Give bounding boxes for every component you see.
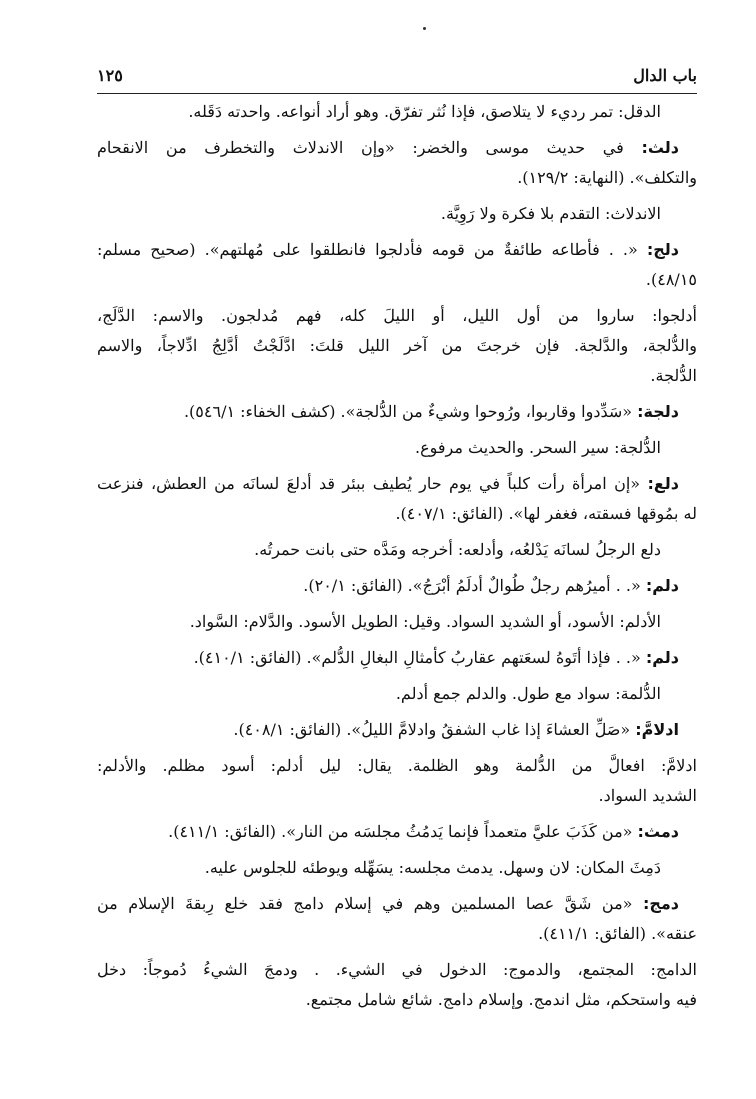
entry-line — [97, 853, 697, 883]
entry-line — [97, 163, 697, 193]
entry-line — [97, 535, 697, 565]
entry-line — [97, 235, 697, 265]
entry-text: عنقه». (الفائق: ٤١١/١). — [538, 924, 697, 943]
entry-definition — [97, 97, 697, 127]
entry-text: الأدلم: الأسود، أو الشديد السواد. وقيل: الطويل الأسود. والدَّلام: السَّواد. — [189, 612, 661, 631]
headword: دلم: — [645, 648, 679, 667]
entry-text: «من شَقَّ عصا المسلمين وهم في إسلام دامج فقد خلع رِبقةَ الإسلام من — [97, 894, 643, 913]
entry-definition — [97, 853, 697, 883]
entry-text: «صَلِّ العشاءَ إذا غاب الشفقُ وادلامَّ الليلُ». (الفائق: ٤٠٨/١). — [233, 720, 636, 739]
entry-line — [97, 607, 697, 637]
entry-text: الدُّلجة. — [650, 366, 697, 385]
entry-plain — [97, 955, 697, 1015]
entry-text: له بمُوقها فسقته، فغفر لها». (الفائق: ٤٠٧/١). — [395, 504, 697, 523]
entry-quote — [97, 133, 697, 193]
entry-line — [97, 889, 697, 919]
entry-line — [97, 199, 697, 229]
entry-line — [97, 781, 697, 811]
entry-quote — [97, 469, 697, 529]
entry-text: فيه واستحكم، مثل اندمج. وإسلام دامج. شائع شامل مجتمع. — [305, 990, 697, 1009]
entry-text: الاندلاث: التقدم بلا فكرة ولا رَوِيَّة. — [440, 204, 661, 223]
entry-line — [97, 265, 697, 295]
entry-text: الدقل: تمر رديء لا يتلاصق، فإذا نُثر تفرّق. وهو أراد أنواعه. واحدته دَقَله. — [188, 102, 661, 121]
headword: دمث: — [637, 822, 679, 841]
entry-text: دَمِثَ المكان: لان وسهل. يدمث مجلسه: يسَهِّله ويوطئه للجلوس عليه. — [204, 858, 661, 877]
print-speck — [423, 27, 426, 30]
headword: دلث: — [641, 138, 679, 157]
headword: دمج: — [642, 894, 679, 913]
entry-definition — [97, 607, 697, 637]
entry-definition — [97, 535, 697, 565]
entry-quote — [97, 889, 697, 949]
entry-line — [97, 433, 697, 463]
entry-line — [97, 817, 697, 847]
entry-line — [97, 919, 697, 949]
entry-line — [97, 715, 697, 745]
entry-plain — [97, 751, 697, 811]
entry-text: ٤٨/١٥). — [645, 270, 697, 289]
entry-line — [97, 679, 697, 709]
entry-quote — [97, 715, 697, 745]
entry-text: «إن امرأة رأت كلباً في يوم حار يُطيف ببئر قد أدلعَ لسانَه من العطش، فنزعت — [97, 474, 648, 493]
entry-line — [97, 571, 697, 601]
headword: دلع: — [647, 474, 679, 493]
entry-text: الدُّلمة: سواد مع طول. والدلم جمع أدلم. — [395, 684, 661, 703]
entry-line — [97, 751, 697, 781]
entry-line — [97, 397, 697, 427]
entry-line — [97, 469, 697, 499]
entry-text: الشديد السواد. — [598, 786, 697, 805]
entry-text: ادلامَّ: افعالَّ من الدُّلمة وهو الظلمة. يقال: ليل أدلم: أسود مظلم. والأدلم: — [97, 756, 697, 775]
entry-plain — [97, 301, 697, 391]
entry-text: في حديث موسى والخضر: «وإن الاندلاث والتخطرف من الانقحام — [97, 138, 642, 157]
entry-text: «. . فإذا أتَوهُ لسعَتهم عقاربُ كأمثالِ البغالِ الدُّلم». (الفائق: ٤١٠/١). — [193, 648, 646, 667]
header-rule — [97, 93, 697, 94]
headword: دلج: — [646, 240, 679, 259]
entry-quote — [97, 643, 697, 673]
entry-text: الدامج: المجتمع، والدموج: الدخول في الشيء. . ودمجَ الشيءُ دُموجاً: دخل — [97, 960, 697, 979]
entry-line — [97, 301, 697, 331]
entry-line — [97, 955, 697, 985]
chapter-title: باب الدال — [633, 65, 697, 85]
entry-quote — [97, 397, 697, 427]
entry-text: دلع الرجلُ لسانَه يَدْلعُه، وأدلعه: أخرجه ومَدَّه حتى بانت حمرتُه. — [254, 540, 661, 559]
entry-line — [97, 643, 697, 673]
entry-quote — [97, 817, 697, 847]
entry-definition — [97, 433, 697, 463]
entry-text: «. . فأطاعه طائفةٌ من قومه فأدلجوا فانطلقوا على مُهلتهم». (صحيح مسلم: — [97, 240, 647, 259]
entry-definition — [97, 199, 697, 229]
page-number: ١٢٥ — [97, 65, 123, 85]
entry-line — [97, 361, 697, 391]
entry-line — [97, 985, 697, 1015]
running-header — [97, 62, 697, 88]
entry-text: والتكلف». (النهاية: ١٢٩/٢). — [517, 168, 697, 187]
entry-text: «سَدِّدوا وقاربوا، ورُوحوا وشيءٌ من الدُّلجة». (كشف الخفاء: ٥٤٦/١). — [183, 402, 638, 421]
entry-text: الدُّلجة: سير السحر. والحديث مرفوع. — [414, 438, 661, 457]
entry-quote — [97, 235, 697, 295]
entry-line — [97, 133, 697, 163]
entry-text: «. . أميرُهم رجلٌ طُوالٌ أدلَمُ أبْرَجُ». (الفائق: ٢٠/١). — [303, 576, 646, 595]
headword: دلجة: — [637, 402, 679, 421]
book-page — [97, 0, 697, 1099]
entry-quote — [97, 571, 697, 601]
headword: ادلامَّ: — [635, 720, 679, 739]
entry-line — [97, 499, 697, 529]
entry-text: أدلجوا: ساروا من أول الليل، أو الليلَ كله، فهم مُدلجون. والاسم: الدَّلَج، — [97, 306, 697, 325]
entry-definition — [97, 679, 697, 709]
entry-line — [97, 331, 697, 361]
entry-text: والدُّلجة، والدَّلجة. فإن خرجتَ من آخر الليل قلتَ: ادَّلَجْتُ أدَّلِجُ ادِّلاجاً، والاسم — [97, 336, 697, 355]
entry-line — [97, 97, 697, 127]
entry-text: «من كَذَبَ عليَّ متعمداً فإنما يَدمُثُ مجلسَه من النار». (الفائق: ٤١١/١). — [168, 822, 638, 841]
dictionary-entries — [97, 97, 697, 1015]
headword: دلم: — [645, 576, 679, 595]
